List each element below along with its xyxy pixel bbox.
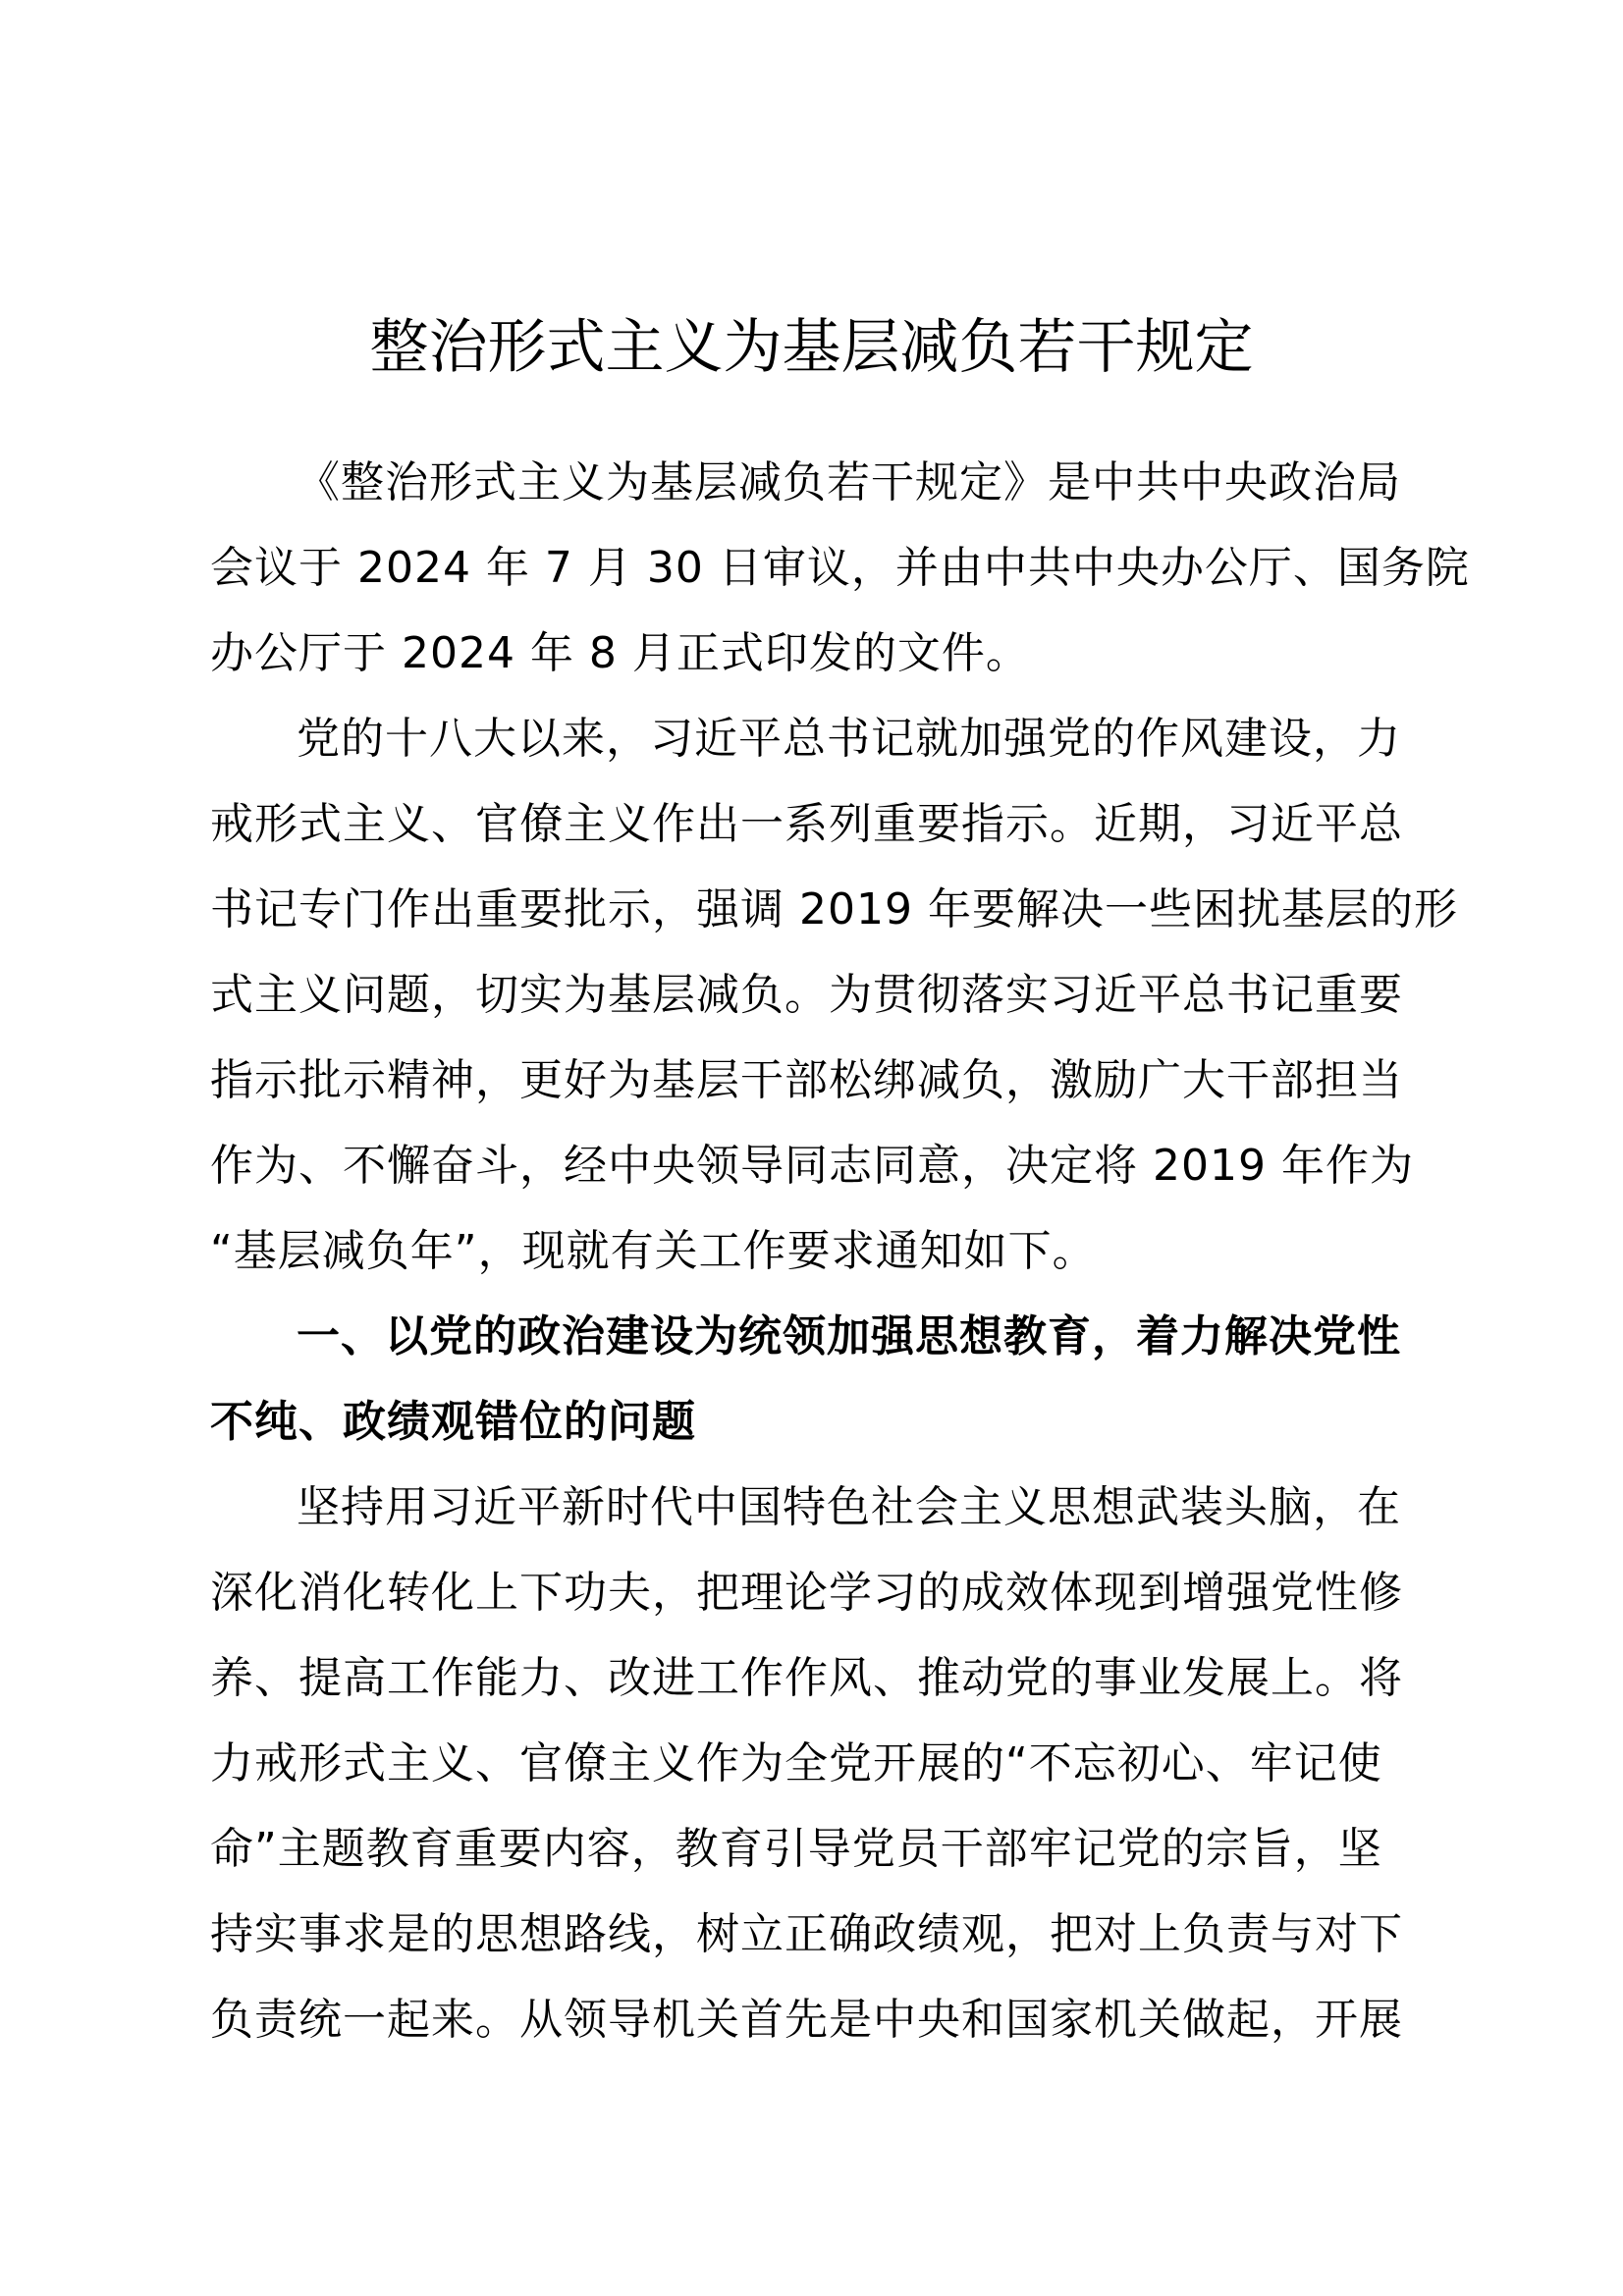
paragraph-line: 深化消化转化上下功夫，把理论学习的成效体现到增强党性修 (210, 1568, 1403, 1618)
paragraph-line: 力戒形式主义、官僚主义作为全党开展的“不忘初心、牢记使 (210, 1738, 1382, 1789)
paragraph-line: 坚持用习近平新时代中国特色社会主义思想武装头脑，在 (297, 1482, 1401, 1532)
paragraph-line: 办公厅于 2024 年 8 月正式印发的文件。 (210, 628, 1030, 678)
section-heading-line: 不纯、政绩观错位的问题 (210, 1397, 696, 1447)
paragraph-line: “基层减负年”，现就有关工作要求通知如下。 (210, 1226, 1097, 1276)
paragraph-line: 作为、不懈奋斗，经中央领导同志同意，决定将 2019 年作为 (210, 1141, 1414, 1191)
paragraph-line: 《整治形式主义为基层减负若干规定》是中共中央政治局 (297, 457, 1401, 507)
paragraph-line: 戒形式主义、官僚主义作出一系列重要指示。近期，习近平总 (210, 799, 1403, 849)
paragraph-line: 党的十八大以来，习近平总书记就加强党的作风建设，力 (297, 714, 1401, 764)
document-title: 整治形式主义为基层减负若干规定 (369, 313, 1254, 382)
paragraph-line: 负责统一起来。从领导机关首先是中央和国家机关做起，开展 (210, 1995, 1403, 2045)
document-body (210, 440, 1470, 2062)
paragraph-line: 命”主题教育重要内容，教育引导党员干部牢记党的宗旨，坚 (210, 1824, 1382, 1874)
paragraph-line: 持实事求是的思想路线，树立正确政绩观，把对上负责与对下 (210, 1909, 1403, 1959)
section-heading-line: 一、以党的政治建设为统领加强思想教育，着力解决党性 (297, 1311, 1401, 1362)
paragraph-line: 养、提高工作能力、改进工作作风、推动党的事业发展上。将 (210, 1653, 1403, 1703)
paragraph-line: 指示批示精神，更好为基层干部松绑减负，激励广大干部担当 (210, 1055, 1403, 1105)
paragraph-line: 式主义问题，切实为基层减负。为贯彻落实习近平总书记重要 (210, 970, 1403, 1020)
paragraph-line: 书记专门作出重要批示，强调 2019 年要解决一些困扰基层的形 (210, 884, 1458, 934)
paragraph-line: 会议于 2024 年 7 月 30 日审议，并由中共中央办公厅、国务院 (210, 543, 1470, 593)
